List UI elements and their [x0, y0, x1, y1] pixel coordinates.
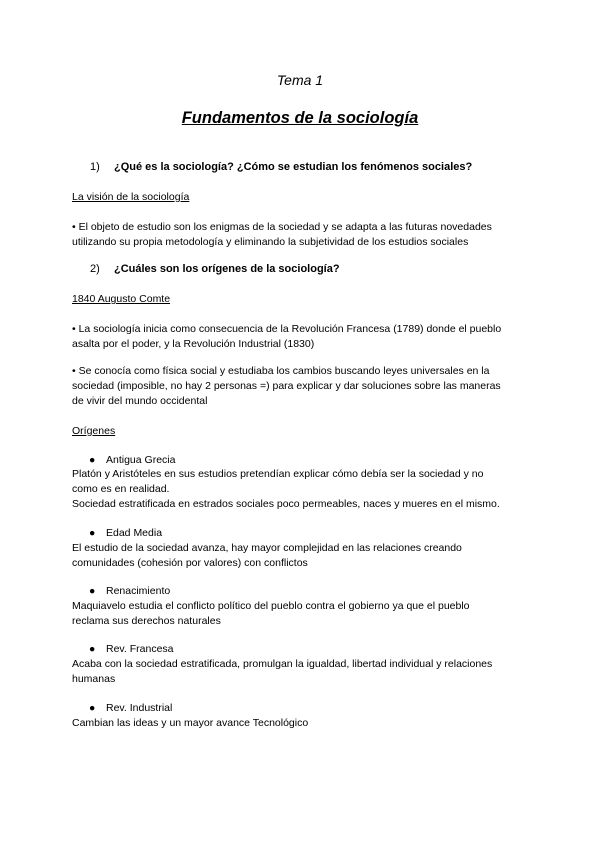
origen-item-description — [72, 541, 532, 571]
text-line: como es en realidad. — [72, 483, 170, 495]
origen-item-renacimiento — [89, 584, 170, 599]
bullet-icon: ● — [89, 585, 96, 597]
origen-item-description — [72, 467, 532, 512]
section-1-subtitle: La visión de la sociología — [72, 191, 190, 203]
section-2-paragraph-1 — [72, 322, 532, 352]
origen-item-name: Rev. Industrial — [106, 702, 173, 714]
origen-item-name: Edad Media — [106, 527, 163, 539]
origen-item-antigua-grecia — [89, 453, 175, 468]
origen-item-name: Rev. Francesa — [106, 643, 174, 655]
text-line: humanas — [72, 673, 116, 685]
origen-item-description — [72, 657, 532, 687]
origenes-heading: Orígenes — [72, 425, 116, 437]
question-1-text: ¿Qué es la sociología? ¿Cómo se estudian los fenómenos sociales? — [114, 161, 473, 173]
section-2-paragraph-2 — [72, 364, 532, 409]
question-1-number: 1) — [90, 161, 100, 173]
question-2-text: ¿Cuáles son los orígenes de la sociología? — [114, 263, 340, 275]
text-line: • La sociología inicia como consecuencia de la Revolución Francesa (1789) donde el pueblo — [72, 323, 502, 335]
section-2-subtitle: 1840 Augusto Comte — [72, 293, 171, 305]
origen-item-name: Renacimiento — [106, 585, 171, 597]
text-line: comunidades (cohesión por valores) con conflictos — [72, 557, 308, 569]
text-line: Platón y Aristóteles en sus estudios pretendían explicar cómo debía ser la sociedad y no — [72, 468, 484, 480]
text-line: asalta por el poder, y la Revolución Industrial (1830) — [72, 338, 315, 350]
text-line: sociedad (imposible, no hay 2 personas =) para explicar y dar soluciones sobre las maneras — [72, 380, 501, 392]
text-line: Cambian las ideas y un mayor avance Tecnológico — [72, 717, 309, 729]
text-line: Acaba con la sociedad estratificada, promulgan la igualdad, libertad individual y relaciones — [72, 658, 493, 670]
question-1 — [90, 160, 472, 175]
tema-label: Tema 1 — [276, 72, 324, 88]
bullet-icon: ● — [89, 702, 96, 714]
question-2-number: 2) — [90, 263, 100, 275]
text-line: utilizando su propia metodología y eliminando la subjetividad de los estudios sociales — [72, 236, 469, 248]
bullet-icon: ● — [89, 643, 96, 655]
origen-item-rev-francesa — [89, 642, 174, 657]
origen-item-name: Antigua Grecia — [106, 454, 176, 466]
text-line: • Se conocía como física social y estudiaba los cambios buscando leyes universales en la — [72, 365, 490, 377]
bullet-icon: ● — [89, 454, 96, 466]
text-line: • El objeto de estudio son los enigmas de la sociedad y se adapta a las futuras novedades — [72, 221, 492, 233]
section-1-paragraph — [72, 220, 532, 250]
question-2 — [90, 262, 340, 277]
origen-item-description — [72, 599, 532, 629]
page-title: Fundamentos de la sociología — [181, 109, 419, 127]
bullet-icon: ● — [89, 527, 96, 539]
origen-item-description — [72, 716, 532, 731]
text-line: reclama sus derechos naturales — [72, 615, 221, 627]
text-line: Sociedad estratificada en estrados sociales poco permeables, naces y mueres en el mismo. — [72, 498, 500, 510]
text-line: Maquiavelo estudia el conflicto político del pueblo contra el gobierno ya que el pueblo — [72, 600, 470, 612]
origen-item-rev-industrial — [89, 701, 172, 716]
origen-item-edad-media — [89, 526, 162, 541]
text-line: El estudio de la sociedad avanza, hay mayor complejidad en las relaciones creando — [72, 542, 462, 554]
text-line: de vivir del mundo occidental — [72, 395, 208, 407]
